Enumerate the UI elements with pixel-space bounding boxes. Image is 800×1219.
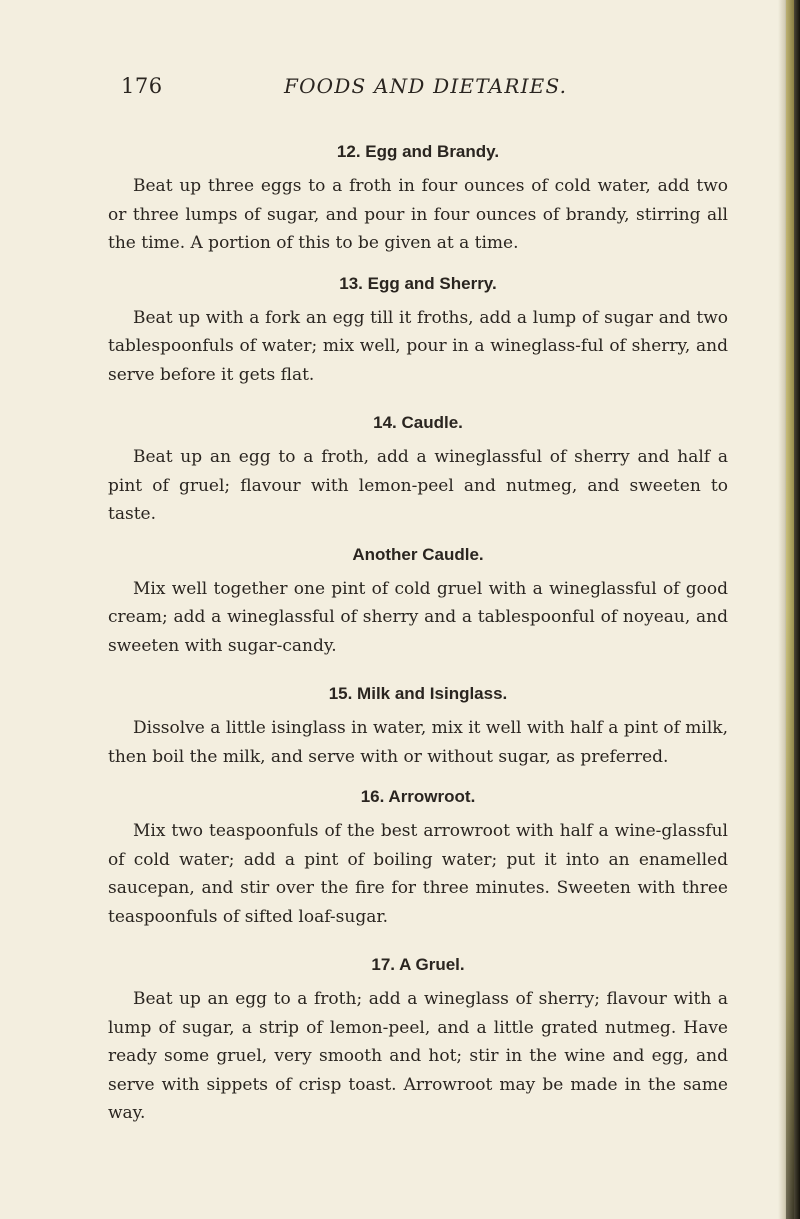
recipe-text-another-caudle: Mix well together one pint of cold gruel with a wineglassful of good cream; add a wineglassful of sherry and a tablespoonful of noyeau, and sweeten with sugar-candy. <box>108 578 728 656</box>
recipe-text-egg-and-sherry: Beat up with a fork an egg till it froths, add a lump of sugar and two tablespoonfuls of water; mix well, pour in a wineglass-ful of sherry, and serve before it gets flat. <box>108 307 728 385</box>
page-edge-binding <box>786 0 794 1219</box>
section-title-caudle: 14. Caudle. <box>373 413 463 432</box>
running-head: FOODS AND DIETARIES. <box>284 74 568 98</box>
section-title-egg-and-brandy: 12. Egg and Brandy. <box>336 142 500 161</box>
recipe-text-a-gruel: Beat up an egg to a froth; add a wineglass of sherry; flavour with a lump of sugar, a strip of lemon-peel, and a little grated nutmeg. Have ready some gruel, very smooth and hot; stir in the wine and egg, and serve with sippets of crisp toast. Arrowroot may be made in the same way. <box>108 989 728 1123</box>
section-title-another-caudle: Another Caudle. <box>352 544 484 564</box>
section-title-egg-and-sherry: 13. Egg and Sherry. <box>339 273 497 293</box>
page-header <box>0 74 780 104</box>
page-number: 176 <box>121 74 163 98</box>
recipe-text-milk-and-isinglass: Dissolve a little isinglass in water, mix it well with half a pint of milk, then boil the milk, and serve with or without sugar, as preferred. <box>108 718 728 767</box>
recipe-text-egg-and-brandy: Beat up three eggs to a froth in four ounces of cold water, add two or three lumps of sugar, and pour in four ounces of brandy, stirring all the time. A portion of this to be given at a time. <box>108 176 728 253</box>
section-title-milk-and-isinglass: 15. Milk and Isinglass. <box>328 684 508 703</box>
recipe-text-arrowroot: Mix two teaspoonfuls of the best arrowroot with half a wine-glassful of cold water; add a pint of boiling water; put it into an enamelled saucepan, and stir over the fire for three minutes. Sweeten with three teaspoonfuls of sifted loaf-sugar. <box>108 821 728 927</box>
section-title-a-gruel: 17. A Gruel. <box>371 955 465 974</box>
recipe-text-caudle: Beat up an egg to a froth, add a wineglassful of sherry and half a pint of gruel; flavour with lemon-peel and nutmeg, and sweeten to taste. <box>108 447 728 524</box>
section-title-arrowroot: 16. Arrowroot. <box>360 787 476 806</box>
page-body <box>108 138 728 1128</box>
